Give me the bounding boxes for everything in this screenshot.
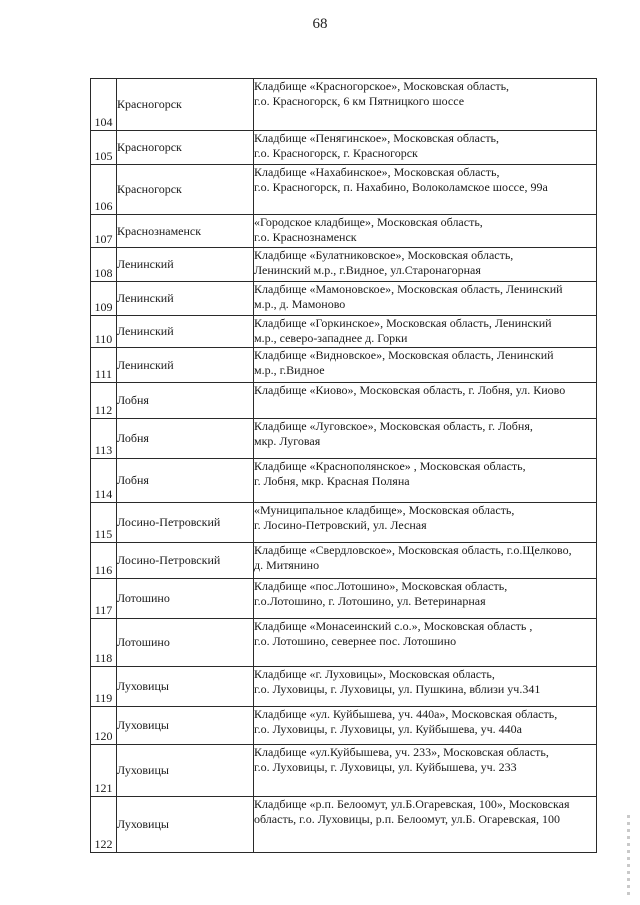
municipality-cell: Лобня [117,419,254,459]
address-line: г.о. Краснознаменск [254,230,357,244]
row-number: 111 [91,348,117,383]
address-line: Кладбище «пос.Лотошино», Московская область, [254,579,508,593]
address-line: Кладбище «ул. Куйбышева, уч. 440а», Московская область, [254,707,558,721]
cemetery-address-cell [254,667,597,707]
table-body [91,79,597,853]
table-row [91,667,597,707]
table-row [91,282,597,316]
scan-edge-artifact [627,815,630,895]
address-line: д. Митянино [254,558,320,572]
municipality-cell: Луховицы [117,707,254,745]
row-number: 109 [91,282,117,316]
municipality-cell: Лобня [117,383,254,419]
row-number: 104 [91,79,117,131]
cemetery-address-cell [254,543,597,579]
address-line: область, г.о. Луховицы, р.п. Белоомут, ул.Б. Огаревская, 100 [254,812,561,826]
address-line: м.р., г.Видное [254,363,325,377]
municipality-cell: Ленинский [117,248,254,282]
municipality-cell: Лосино-Петровский [117,543,254,579]
table-row [91,248,597,282]
cemetery-address-cell [254,316,597,348]
address-line: Кладбище «Свердловское», Московская область, г.о.Щелково, [254,543,572,557]
row-number: 106 [91,165,117,215]
cemetery-address-cell [254,619,597,667]
address-line: Кладбище «р.п. Белоомут, ул.Б.Огаревская, 100», Московская [254,797,570,811]
table-row [91,707,597,745]
address-line: «Городское кладбище», Московская область, [254,215,483,229]
table-row [91,503,597,543]
address-line: Кладбище «Пенягинское», Московская область, [254,131,500,145]
cemetery-address-cell [254,707,597,745]
row-number: 118 [91,619,117,667]
row-number: 120 [91,707,117,745]
table-row [91,348,597,383]
address-line: Кладбище «Видновское», Московская область, Ленинский [254,348,554,362]
municipality-cell: Луховицы [117,667,254,707]
cemetery-registry-table [90,78,597,853]
address-line: Кладбище «Красногорское», Московская область, [254,79,510,93]
address-line: г.о. Лотошино, севернее пос. Лотошино [254,634,457,648]
municipality-cell: Красногорск [117,79,254,131]
row-number: 117 [91,579,117,619]
table-row [91,543,597,579]
table-row [91,79,597,131]
cemetery-address-cell [254,79,597,131]
municipality-cell: Лосино-Петровский [117,503,254,543]
municipality-cell: Ленинский [117,348,254,383]
row-number: 107 [91,215,117,248]
municipality-cell: Краснознаменск [117,215,254,248]
row-number: 115 [91,503,117,543]
address-line: «Муниципальное кладбище», Московская область, [254,503,515,517]
address-line: г.о. Луховицы, г. Луховицы, ул. Куйбышева, уч. 440а [254,722,522,736]
table-row [91,215,597,248]
address-line: мкр. Луговая [254,434,321,448]
municipality-cell: Лотошино [117,579,254,619]
table-row [91,619,597,667]
table-row [91,383,597,419]
cemetery-address-cell [254,165,597,215]
table-row [91,579,597,619]
row-number: 119 [91,667,117,707]
row-number: 122 [91,797,117,853]
municipality-cell: Лотошино [117,619,254,667]
municipality-cell: Ленинский [117,316,254,348]
address-line: Ленинский м.р., г.Видное, ул.Старонагорная [254,263,481,277]
row-number: 112 [91,383,117,419]
address-line: г.о. Луховицы, г. Луховицы, ул. Куйбышева, уч. 233 [254,760,517,774]
address-line: Кладбище «Мамоновское», Московская область, Ленинский [254,282,563,296]
address-line: Кладбище «Булатниковское», Московская область, [254,248,514,262]
address-line: г.о. Луховицы, г. Луховицы, ул. Пушкина, вблизи уч.341 [254,682,541,696]
row-number: 113 [91,419,117,459]
row-number: 121 [91,745,117,797]
municipality-cell: Красногорск [117,131,254,165]
municipality-cell: Луховицы [117,797,254,853]
municipality-cell: Ленинский [117,282,254,316]
table-row [91,745,597,797]
cemetery-address-cell [254,282,597,316]
municipality-cell: Красногорск [117,165,254,215]
cemetery-address-cell [254,579,597,619]
address-line: г. Лосино-Петровский, ул. Лесная [254,518,427,532]
row-number: 114 [91,459,117,503]
address-line: г.о. Красногорск, 6 км Пятницкого шоссе [254,94,465,108]
page-number: 68 [312,16,328,32]
address-line: м.р., д. Мамоново [254,297,346,311]
address-line: Кладбище «Горкинское», Московская область, Ленинский [254,316,552,330]
cemetery-address-cell [254,215,597,248]
cemetery-address-cell [254,419,597,459]
address-line: Кладбище «Луговское», Московская область, г. Лобня, [254,419,533,433]
address-line: Кладбище «г. Луховицы», Московская область, [254,667,495,681]
row-number: 108 [91,248,117,282]
address-line: Кладбище «Нахабинское», Московская область, [254,165,500,179]
cemetery-address-cell [254,383,597,419]
cemetery-address-cell [254,459,597,503]
cemetery-address-cell [254,348,597,383]
cemetery-address-cell [254,131,597,165]
address-line: г. Лобня, мкр. Красная Поляна [254,474,410,488]
municipality-cell: Луховицы [117,745,254,797]
address-line: Кладбище «Краснополянское» , Московская область, [254,459,526,473]
address-line: г.о. Красногорск, г. Красногорск [254,146,418,160]
cemetery-address-cell [254,503,597,543]
address-line: Кладбище «ул.Куйбышева, уч. 233», Московская область, [254,745,549,759]
row-number: 110 [91,316,117,348]
cemetery-address-cell [254,745,597,797]
table-row [91,131,597,165]
municipality-cell: Лобня [117,459,254,503]
table-row [91,459,597,503]
address-line: г.о.Лотошино, г. Лотошино, ул. Ветеринарная [254,594,486,608]
row-number: 116 [91,543,117,579]
cemetery-address-cell [254,797,597,853]
address-line: г.о. Красногорск, п. Нахабино, Волоколамское шоссе, 99а [254,180,548,194]
table-row [91,797,597,853]
table-row [91,316,597,348]
table-row [91,165,597,215]
address-line: м.р., северо-западнее д. Горки [254,331,408,345]
row-number: 105 [91,131,117,165]
address-line: Кладбище «Монасеинский с.о.», Московская область , [254,619,533,633]
address-line: Кладбище «Киово», Московская область, г. Лобня, ул. Киово [254,383,566,397]
cemetery-address-cell [254,248,597,282]
table-row [91,419,597,459]
